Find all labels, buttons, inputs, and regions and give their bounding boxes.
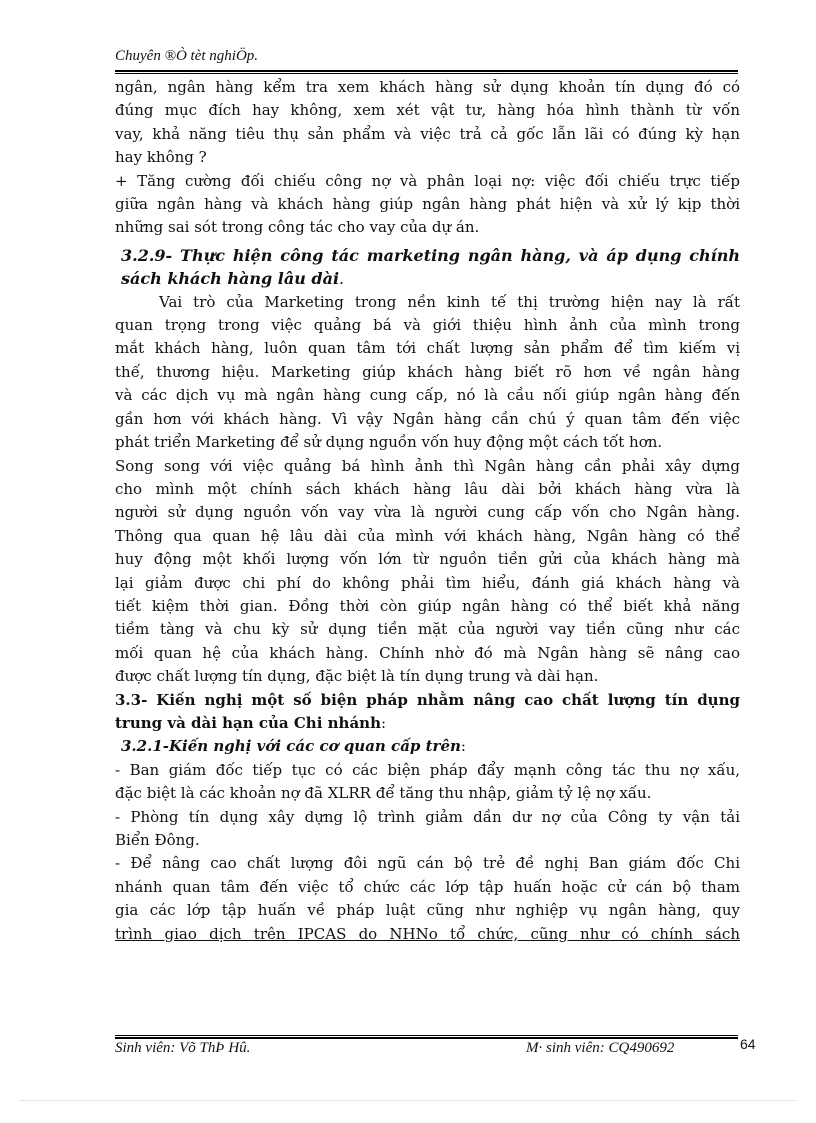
section-heading-3-3: 3.3- Kiến nghị một số biện pháp nhằm nâng cao chất lượng tín dụng bbox=[115, 690, 740, 709]
paragraph-line: tiết kiệm thời gian. Đồng thời còn giúp ngân hàng có thể biết khả năng bbox=[115, 596, 740, 615]
footer-rule-thin bbox=[115, 1035, 738, 1036]
heading-punct: : bbox=[380, 713, 387, 732]
paragraph-line: phát triển Marketing để sử dụng nguồn vốn huy động một cách tốt hơn. bbox=[115, 433, 663, 452]
paragraph-line: mối quan hệ của khách hàng. Chính nhờ đó mà Ngân hàng sẽ nâng cao bbox=[115, 643, 740, 662]
heading-text: trung và dài hạn của Chi nhánh bbox=[115, 713, 381, 732]
paragraph-line: đúng mục đích hay không, xem xét vật tư, hàng hóa hình thành từ vốn bbox=[115, 101, 740, 120]
paragraph-line: huy động một khối lượng vốn lớn từ nguồn tiền gửi của khách hàng mà bbox=[115, 550, 740, 569]
page-break-divider bbox=[20, 1100, 796, 1101]
footer-student-id: M· sinh viên: CQ490692 bbox=[526, 1040, 675, 1056]
document-header: Chuyên ®Ò tèt nghiÖp. bbox=[115, 48, 259, 64]
paragraph-line: gần hơn với khách hàng. Vì vậy Ngân hàng cần chú ý quan tâm đến việc bbox=[115, 409, 740, 428]
paragraph-line: hay không ? bbox=[115, 148, 207, 167]
bullet-line: trình giao dịch trên IPCAS do NHNo tổ chức, cũng như có chính sách bbox=[115, 924, 740, 943]
page-content bbox=[115, 76, 740, 946]
paragraph-line: những sai sót trong công tác cho vay của dự án. bbox=[115, 218, 480, 237]
heading-punct: . bbox=[339, 269, 345, 289]
heading-punct: : bbox=[460, 737, 466, 756]
paragraph-line: Song song với việc quảng bá hình ảnh thì Ngân hàng cần phải xây dựng bbox=[115, 456, 740, 475]
paragraph-line: Vai trò của Marketing trong nền kinh tế thị trường hiện nay là rất bbox=[159, 292, 740, 311]
header-rule-thin bbox=[115, 73, 738, 74]
section-heading-3-3-cont bbox=[115, 712, 740, 735]
paragraph-line: cho mình một chính sách khách hàng lâu dài bởi khách hàng vừa là bbox=[115, 479, 740, 498]
paragraph-line: + Tăng cường đối chiếu công nợ và phân loại nợ: việc đối chiếu trực tiếp bbox=[115, 171, 740, 190]
bullet-line: - Phòng tín dụng xây dựng lộ trình giảm dần dư nợ của Công ty vận tải bbox=[115, 807, 740, 826]
paragraph-line: quan trọng trong việc quảng bá và giới thiệu hình ảnh của mình trong bbox=[115, 316, 740, 335]
paragraph-line: người sử dụng nguồn vốn vay vừa là người cung cấp vốn cho Ngân hàng. bbox=[115, 503, 740, 522]
paragraph-line: và các dịch vụ mà ngân hàng cung cấp, nó là cầu nối giúp ngân hàng đến bbox=[115, 386, 740, 405]
bullet-line: Biển Đông. bbox=[115, 831, 200, 849]
bullet-line: gia các lớp tập huấn về pháp luật cũng như nghiệp vụ ngân hàng, quy bbox=[115, 901, 740, 920]
heading-text: 3.2.1-Kiến nghị với các cơ quan cấp trên bbox=[121, 737, 461, 756]
subsection-heading-3-2-1 bbox=[115, 735, 740, 758]
paragraph-line: tiềm tàng và chu kỳ sử dụng tiền mặt của người vay tiền cũng như các bbox=[115, 620, 740, 639]
section-heading-3-2-9-cont bbox=[115, 267, 740, 290]
paragraph-line: lại giảm được chi phí do không phải tìm hiểu, đánh giá khách hàng và bbox=[115, 573, 740, 592]
footer-rule bbox=[115, 1037, 738, 1039]
paragraph-line: giữa ngân hàng và khách hàng giúp ngân hàng phát hiện và xử lý kịp thời bbox=[115, 195, 740, 214]
paragraph-line: được chất lượng tín dụng, đặc biệt là tín dụng trung và dài hạn. bbox=[115, 667, 599, 686]
section-heading-3-2-9: 3.2.9- Thực hiện công tác marketing ngân hàng, và áp dụng chính bbox=[121, 245, 740, 265]
header-rule bbox=[115, 70, 738, 72]
bullet-line: - Để nâng cao chất lượng đôi ngũ cán bộ trẻ đề nghị Ban giám đốc Chi bbox=[115, 854, 740, 873]
heading-text: sách khách hàng lâu dài bbox=[121, 269, 340, 289]
page-number: 64 bbox=[740, 1036, 756, 1052]
bullet-line: - Ban giám đốc tiếp tục có các biện pháp đẩy mạnh công tác thu nợ xấu, bbox=[115, 760, 740, 779]
paragraph-line: mắt khách hàng, luôn quan tâm tới chất lượng sản phẩm để tìm kiếm vị bbox=[115, 339, 740, 358]
paragraph-line: Thông qua quan hệ lâu dài của mình với khách hàng, Ngân hàng có thể bbox=[115, 526, 740, 545]
bullet-line: đặc biệt là các khoản nợ đã XLRR để tăng thu nhập, giảm tỷ lệ nợ xấu. bbox=[115, 784, 652, 803]
paragraph-line: thế, thương hiệu. Marketing giúp khách hàng biết rõ hơn về ngân hàng bbox=[115, 362, 740, 381]
footer-student-name: Sinh viên: Võ ThÞ Hû. bbox=[115, 1040, 251, 1056]
paragraph-line: vay, khả năng tiêu thụ sản phẩm và việc trả cả gốc lẫn lãi có đúng kỳ hạn bbox=[115, 124, 740, 143]
bullet-line: nhánh quan tâm đến việc tổ chức các lớp tập huấn hoặc cử cán bộ tham bbox=[115, 877, 740, 896]
paragraph-line: ngân, ngân hàng kểm tra xem khách hàng sử dụng khoản tín dụng đó có bbox=[115, 78, 740, 96]
